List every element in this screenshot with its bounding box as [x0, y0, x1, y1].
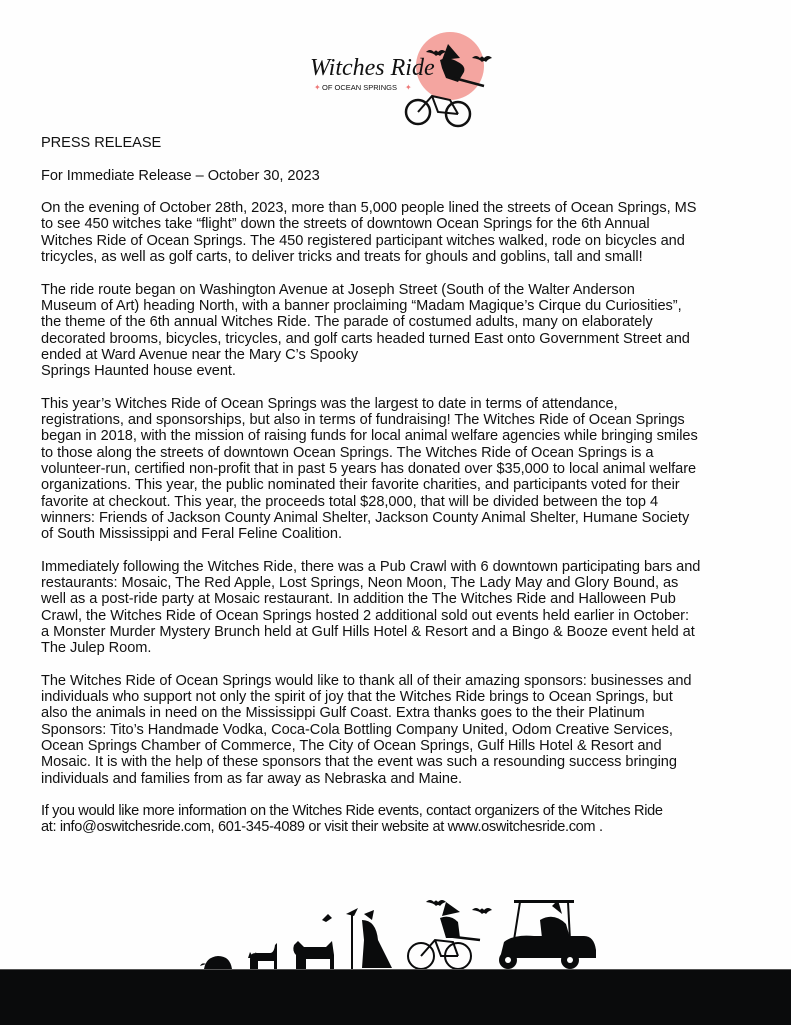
- dog-icon: [293, 941, 334, 969]
- text-line: of South Mississippi and Feral Feline Coalition.: [41, 526, 342, 543]
- logo-title: Witches Ride: [310, 55, 435, 81]
- text-line: also the animals in need on the Mississippi Gulf Coast. Extra thanks goes to the their Platinum: [41, 705, 645, 722]
- text-line: The Witches Ride of Ocean Springs would like to thank all of their amazing sponsors: businesses and: [41, 672, 692, 689]
- text-line: volunteer-run, certified non-profit that in past 5 years has donated over $35,000 to local animal welfare: [41, 460, 697, 477]
- footer-graphic: [0, 880, 791, 970]
- bicycle-witch-icon: [408, 902, 480, 969]
- standing-witch-icon: [346, 908, 392, 969]
- text-line: tricycles, as well as golf carts, to deliver tricks and treats for ghouls and goblins, tall and small!: [41, 249, 643, 266]
- text-line: Mosaic. It is with the help of these sponsors that the event was such a resounding success bringing: [41, 754, 677, 771]
- paragraph-ride-route: [41, 282, 771, 380]
- text-line: This year’s Witches Ride of Ocean Springs was the largest to date in terms of attendance,: [41, 395, 618, 412]
- release-date-line: For Immediate Release – October 30, 2023: [41, 167, 320, 184]
- paragraph-pub-crawl: [41, 559, 771, 657]
- text-line: ended at Ward Avenue near the Mary C’s Spooky: [41, 346, 359, 363]
- text-line: Witches Ride of Ocean Springs. The 450 registered participant witches walked, rode on bicycles and: [41, 232, 685, 249]
- text-line: favorite at checkout. This year, the proceeds total $28,000, that will be divided between the top 4: [41, 493, 659, 510]
- bat-icon: [322, 914, 332, 922]
- golf-cart-icon: [499, 900, 596, 969]
- text-line: The ride route began on Washington Avenue at Joseph Street (South of the Walter Anderson: [41, 281, 635, 298]
- text-line: a Monster Murder Mystery Brunch held at Gulf Hills Hotel & Resort and a Bingo & Booze event held at: [41, 623, 695, 640]
- text-line: to see 450 witches take “flight” down the streets of downtown Ocean Springs for the 6th Annual: [41, 216, 650, 233]
- paragraph-contact: [41, 803, 771, 836]
- text-line: at: info@oswitchesride.com, 601-345-4089 or visit their website at www.oswitchesride.com .: [41, 819, 603, 836]
- text-line: Immediately following the Witches Ride, there was a Pub Crawl with 6 downtown participating bars and: [41, 558, 701, 575]
- text-line: If you would like more information on the Witches Ride events, contact organizers of the Witches Ride: [41, 803, 663, 820]
- text-line: restaurants: Mosaic, The Red Apple, Lost Springs, Neon Moon, The Lady May and Glory Bound, as: [41, 575, 679, 592]
- paragraph-fundraising: [41, 396, 771, 543]
- text-line: Ocean Springs Chamber of Commerce, The City of Ocean Springs, Gulf Hills Hotel & Resort and: [41, 737, 662, 754]
- footer-black-bar: [0, 969, 791, 1025]
- text-line: Springs Haunted house event.: [41, 363, 236, 380]
- bat-icon: [426, 900, 446, 906]
- paragraph-event-summary: [41, 200, 771, 265]
- text-line: individuals who support not only the spirit of joy that the Witches Ride brings to Ocean Springs, but: [41, 689, 673, 706]
- text-line: individuals and families from as far away as Nebraska and Maine.: [41, 770, 463, 787]
- text-line: On the evening of October 28th, 2023, more than 5,000 people lined the streets of Ocean Springs, MS: [41, 200, 697, 217]
- cat-icon: [248, 943, 277, 969]
- sparkle-icon: ✦: [314, 83, 321, 92]
- text-line: decorated brooms, bicycles, tricycles, and golf carts headed turned East onto Government Street and: [41, 330, 690, 347]
- footer-silhouettes: [0, 880, 791, 970]
- witches-ride-logo: [308, 30, 498, 130]
- sparkle-icon: ✦: [405, 83, 412, 92]
- text-line: well as a post-ride party at Mosaic restaurant. In addition the The Witches Ride and Halloween Pub: [41, 591, 676, 608]
- turtle-icon: [200, 956, 232, 969]
- text-line: to those along the streets of downtown Ocean Springs. The Witches Ride of Ocean Springs is a: [41, 444, 654, 461]
- text-line: The Julep Room.: [41, 640, 152, 657]
- bat-icon: [472, 908, 492, 914]
- text-line: began in 2018, with the mission of raising funds for local animal welfare agencies while bringing smiles: [41, 428, 698, 445]
- logo-graphic: [308, 30, 498, 130]
- logo-subtitle: OF OCEAN SPRINGS: [322, 83, 398, 92]
- text-line: Crawl, the Witches Ride of Ocean Springs hosted 2 additional sold out events held earlier in October:: [41, 607, 689, 624]
- text-line: registrations, and sponsorships, but also in terms of fundraising! The Witches Ride of Ocean Springs: [41, 412, 685, 429]
- text-line: Museum of Art) heading North, with a banner proclaiming “Madam Magique’s Cirque du Curiosities”,: [41, 297, 682, 314]
- text-line: organizations. This year, the public nominated their favorite charities, and participants voted for their: [41, 477, 680, 494]
- paragraph-sponsors: [41, 673, 771, 787]
- text-line: the theme of the 6th annual Witches Ride. The parade of costumed adults, many on elaborately: [41, 314, 653, 331]
- press-release-heading: PRESS RELEASE: [41, 135, 162, 151]
- text-line: Sponsors: Tito’s Handmade Vodka, Coca-Cola Bottling Company United, Odom Creative Services,: [41, 721, 673, 738]
- press-release-body: [41, 135, 771, 852]
- text-line: winners: Friends of Jackson County Animal Shelter, Jackson County Animal Shelter, Humane Society: [41, 509, 690, 526]
